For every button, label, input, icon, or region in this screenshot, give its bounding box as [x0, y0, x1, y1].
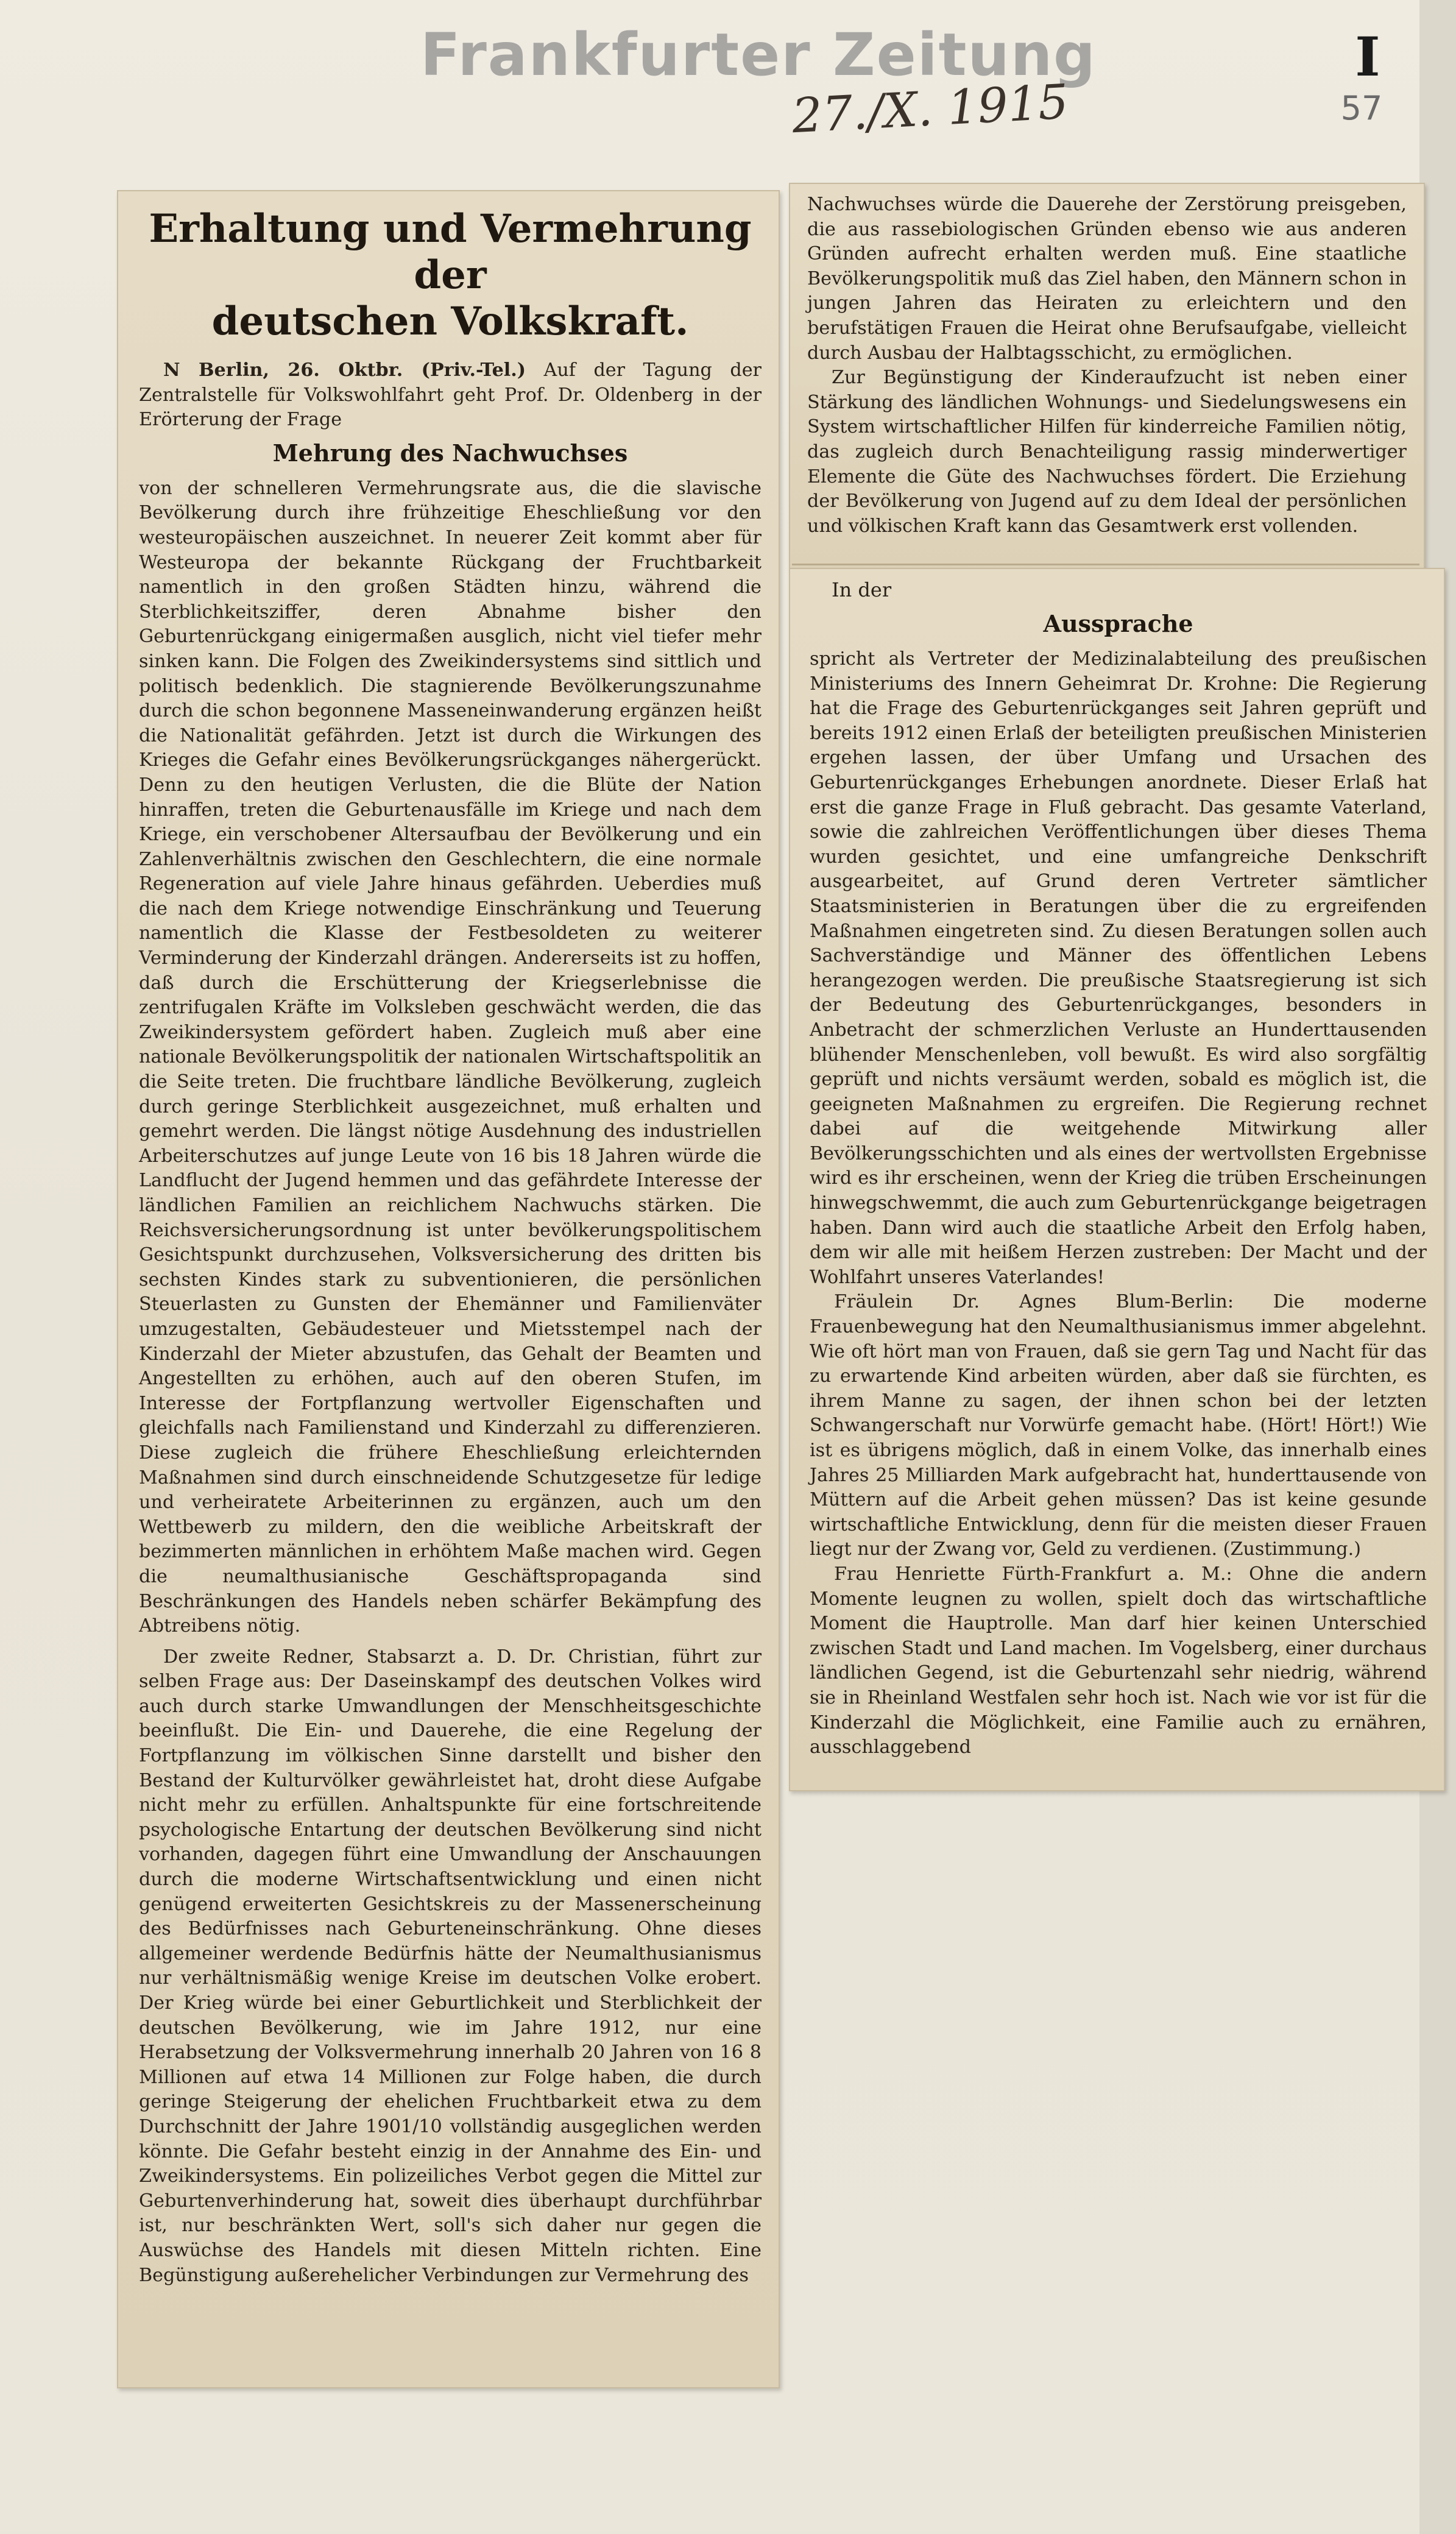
debate-paragraph-3: Frau Henriette Fürth-Frankfurt a. M.: Ohne die andern Momente leugnen zu wollen, spielt doch das wirtschaftliche Moment die Hauptrolle. Man darf hier keinen Unterschied zwischen Stadt und Land machen. Im Vogelsberg, einer durchaus ländlichen Gegend, ist die Geburtenzahl sehr niedrig, während sie in Rheinland Westfalen sehr hoch ist. Nach wie vor ist für die Kinderzahl die Möglichkeit, eine Familie auch zu ernähren, ausschlaggebend — [810, 1563, 1427, 1758]
body-paragraph-2: Der zweite Redner, Stabsarzt a. D. Dr. Christian, führt zur selben Frage aus: Der Daseinskampf des deutschen Volkes wird auch durch starke Umwandlungen der Menschheitsgeschichte beeinflußt. Die Ein- und Dauerehe, die eine Regelung der Fortpflanzung im völkischen Sinne darstellt und bisher den Bestand der Kulturvölker gewährleistet hat, droht diese Aufgabe nicht mehr zu erfüllen. Anhaltspunkte für eine fortschreitende psychologische Entartung der deutschen Bevölkerung sind nicht vorhanden, dagegen führt eine Umwandlung der Anschauungen durch die moderne Wirtschaftsentwicklung und einen nicht genügend erweiterten Gesichtskreis zu der Massenerscheinung des Bedürfnisses nach Geburteneinschränkung. Ohne dieses allgemeiner werdende Bedürfnis hätte der Neumalthusianismus nur verhältnismäßig wenige Kreise im deutschen Volke erobert. Der Krieg würde bei einer Geburtlichkeit und Sterblichkeit der deutschen Bevölkerung, wie im Jahre 1912, nur eine Herabsetzung der Volksvermehrung innerhalb 20 Jahren von 16 8 Millionen auf etwa 14 Millionen zur Folge haben, die durch geringe Steigerung der ehelichen Fruchtbarkeit etwa zu dem Durchschnitt der Jahre 1901/10 vollständig ausgeglichen werden könnte. Die Gefahr besteht einzig in der Annahme des Ein- und Zweikindersystems. Ein polizeiliches Verbot gegen die Mittel zur Geburtenverhinderung hat, soweit dies überhaupt durchführbar ist, nur beschränkten Wert, soll's sich daher nur gegen die Auswüchse des Handels mit diesen Mitteln richten. Eine Begünstigung außerehelicher Verbindungen zur Vermehrung des — [139, 1646, 762, 2286]
divider-line — [792, 564, 1419, 565]
clipping-right-bottom — [789, 568, 1445, 1791]
archive-mark: I — [1355, 25, 1380, 88]
newspaper-stamp: Frankfurter Zeitung — [420, 21, 1097, 89]
body-paragraph-1: von der schnelleren Vermehrungsrate aus, die die slavische Bevölkerung durch ihre frühzeitige Eheschließung vor den westeuropäischen auszeichnet. In neuerer Zeit kommt aber für Westeuropa der bekannte Rückgang der Fruchtbarkeit namentlich in den großen Städten hinzu, während die Sterblichkeitsziffer, deren Abnahme bisher den Geburtenrückgang einigermaßen ausglich, nicht viel tiefer mehr sinken kann. Die Folgen des Zweikindersystems sind sittlich und politisch bedenklich. Die stagnierende Bevölkerungszunahme durch die schon begonnene Masseneinwanderung ergänzen heißt die Nationalität gefährden. Jetzt ist durch die Wirkungen des Krieges die Gefahr eines Bevölkerungsrückganges nähergerückt. Denn zu den heutigen Verlusten, die die Blüte der Nation hinraffen, treten die Geburtenausfälle im Kriege und nach dem Kriege, ein verschobener Altersaufbau der Bevölkerung und ein Zahlenverhältnis zwischen den Geschlechtern, die eine normale Regeneration auf viele Jahre hinaus gefährden. Ueberdies muß die nach dem Kriege notwendige Einschränkung und Teuerung namentlich die Klasse der Festbesoldeten zu weiterer Verminderung der Kinderzahl drängen. Andererseits ist zu hoffen, daß durch die Erschütterung der Kriegserlebnisse die zentrifugalen Kräfte im Volksleben geschwächt werden, die das Zweikindersystem gefördert haben. Zugleich muß aber eine nationale Bevölkerungspolitik der nationalen Wirtschaftspolitik an die Seite treten. Die fruchtbare ländliche Bevölkerung, zugleich durch geringe Sterblichkeit ausgezeichnet, muß erhalten und gemehrt werden. Die längst nötige Ausdehnung des industriellen Arbeiterschutzes auf junge Leute von 16 bis 18 Jahren würde die Landflucht der Jugend hemmen und das gefährdete Interesse der ländlichen Familien an reichlichem Nachwuchs stärken. Die Reichsversicherungsordnung ist unter bevölkerungspolitischem Gesichtspunkt durchzusehen, Volksversicherung des dritten bis sechsten Kindes stark zu subventionieren, die persönlichen Steuerlasten zu Gunsten der Ehemänner und Familienväter umzugestalten, Gebäudesteuer und Mietsstempel nach der Kinderzahl der Mieter abzustufen, das Gehalt der Beamten und Angestellten zu erhöhen, auch auf den oberen Stufen, im Interesse der Fortpflanzung wertvoller Eigenschaften und gleichfalls nach Familienstand und Kinderzahl zu differenzieren. Diese zugleich die frühere Eheschließung erleichternden Maßnahmen sind durch einschneidende Schutzgesetze für ledige und verheiratete Arbeiterinnen zu ergänzen, auch um den Wettbewerb zu mildern, den die weibliche Arbeitskraft der bezimmerten männlichen in erhöhtem Maße machen wird. Gegen die neumalthusianische Geschäftspropaganda sind Beschränkungen des Handels neben schärfer Bekämpfung des Abtreibens nötig. — [139, 477, 762, 1637]
intro-text: Auf der Tagung der Zentralstelle für Volkswohlfahrt geht Prof. Dr. Oldenberg in der Erörterung der Frage — [139, 359, 762, 431]
debate-paragraph-2: Fräulein Dr. Agnes Blum-Berlin: Die moderne Frauenbewegung hat den Neumalthusianismus immer abgelehnt. Wie oft hört man von Frauen, daß sie gern Tag und Nacht für das zu erwartende Kind arbeiten würden, aber daß sie fürchten, es ihrem Manne zu sagen, der ihnen schon bei der letzten Schwangerschaft nur Vorwürfe gemacht habe. (Hört! Hört!) Wie ist es übrigens möglich, daß in einem Volke, das innerhalb eines Jahres 25 Milliarden Mark aufgebracht hat, hunderttausende von Müttern auf die Arbeit gehen müssen? Das ist keine gesunde wirtschaftliche Entwicklung, denn für die meisten dieser Frauen liegt nur der Zwang vor, Geld zu verdienen. (Zustimmung.) — [810, 1291, 1427, 1560]
handwritten-date: 27./X. 1915 — [790, 74, 1070, 144]
section-heading-aussprache: Aussprache — [1043, 610, 1193, 637]
headline-line-1: Erhaltung und Vermehrung der — [149, 206, 752, 298]
archive-number: 57 — [1340, 89, 1383, 127]
body-continuation-2: Zur Begünstigung der Kinderaufzucht ist neben einer Stärkung des ländlichen Wohnungs- und Siedelungswesens ein System wirtschaftlicher Hilfen für kinderreiche Familien nötig, das zugleich durch Benachteiligung rassig minderwertiger Elemente die Güte des Nachwuchses fördert. Die Erziehung der Bevölkerung von Jugend auf zu dem Ideal der persönlichen und völkischen Kraft kann das Gesamtwerk erst vollenden. — [807, 367, 1407, 537]
section-prefix: In der — [832, 578, 892, 601]
dateline: N Berlin, 26. Oktbr. (Priv.-Tel.) — [163, 359, 526, 381]
body-continuation: Nachwuchses würde die Dauerehe der Zerstörung preisgeben, die aus rassebiologischen Gründen ebenso wie aus anderen Gründen aufrecht erhalten werden muß. Eine staatliche Bevölkerungspolitik muß das Ziel haben, den Männern schon in jungen Jahren das Heiraten zu erleichtern und den berufstätigen Frauen die Heirat ohne Berufsaufgabe, vielleicht durch Ausbau der Halbtagsschicht, zu ermöglichen. — [807, 194, 1407, 364]
clipping-left-column — [117, 190, 780, 2388]
debate-paragraph-1: spricht als Vertreter der Medizinalabteilung des preußischen Ministeriums des Innern Geheimrat Dr. Krohne: Die Regierung hat die Frage des Geburtenrückganges seit Jahren geprüft und bereits 1912 einen Erlaß der beteiligten preußischen Ministerien ergehen lassen, der über Umfang und Ursachen des Geburtenrückganges Erhebungen anordnete. Dieser Erlaß hat erst die ganze Frage in Fluß gebracht. Das gesamte Vaterland, sowie die zahlreichen Veröffentlichungen über dieses Thema wurden gesichtet, und eine umfangreiche Denkschrift ausgearbeitet, auf Grund deren Vertreter sämtlicher Staatsministerien in Beratungen über die zu ergreifenden Maßnahmen eingetreten sind. Zu diesen Beratungen sollen auch Sachverständige und Männer des öffentlichen Lebens herangezogen werden. Die preußische Staatsregierung ist sich der Bedeutung des Geburtenrückganges, besonders in Anbetracht der schmerzlichen Verluste an Hunderttausenden blühender Menschenleben, voll bewußt. Es wird also sorgfältig geprüft und nichts versäumt werden, sobald es möglich ist, die geeigneten Maßnahmen zu ergreifen. Die Regierung rechnet dabei auf die weitgehende Mitwirkung aller Bevölkerungsschichten und als eines der wertvollsten Ergebnisse wird es ihr erscheinen, wenn der Krieg die trüben Erscheinungen hinwegschwemmt, die auch zum Geburtenrückgange beigetragen haben. Dann wird auch die staatliche Arbeit den Erfolg haben, dem wir alle mit heißem Herzen zustreben: Der Macht und der Wohlfahrt unseres Vaterlandes! — [810, 648, 1427, 1288]
article-intro — [139, 358, 762, 433]
clipping-right-top — [789, 183, 1425, 570]
section-heading-nachwuchs: Mehrung des Nachwuchses — [272, 439, 628, 467]
headline-line-2: deutschen Volkskraft. — [211, 299, 689, 344]
article-headline — [139, 206, 762, 345]
